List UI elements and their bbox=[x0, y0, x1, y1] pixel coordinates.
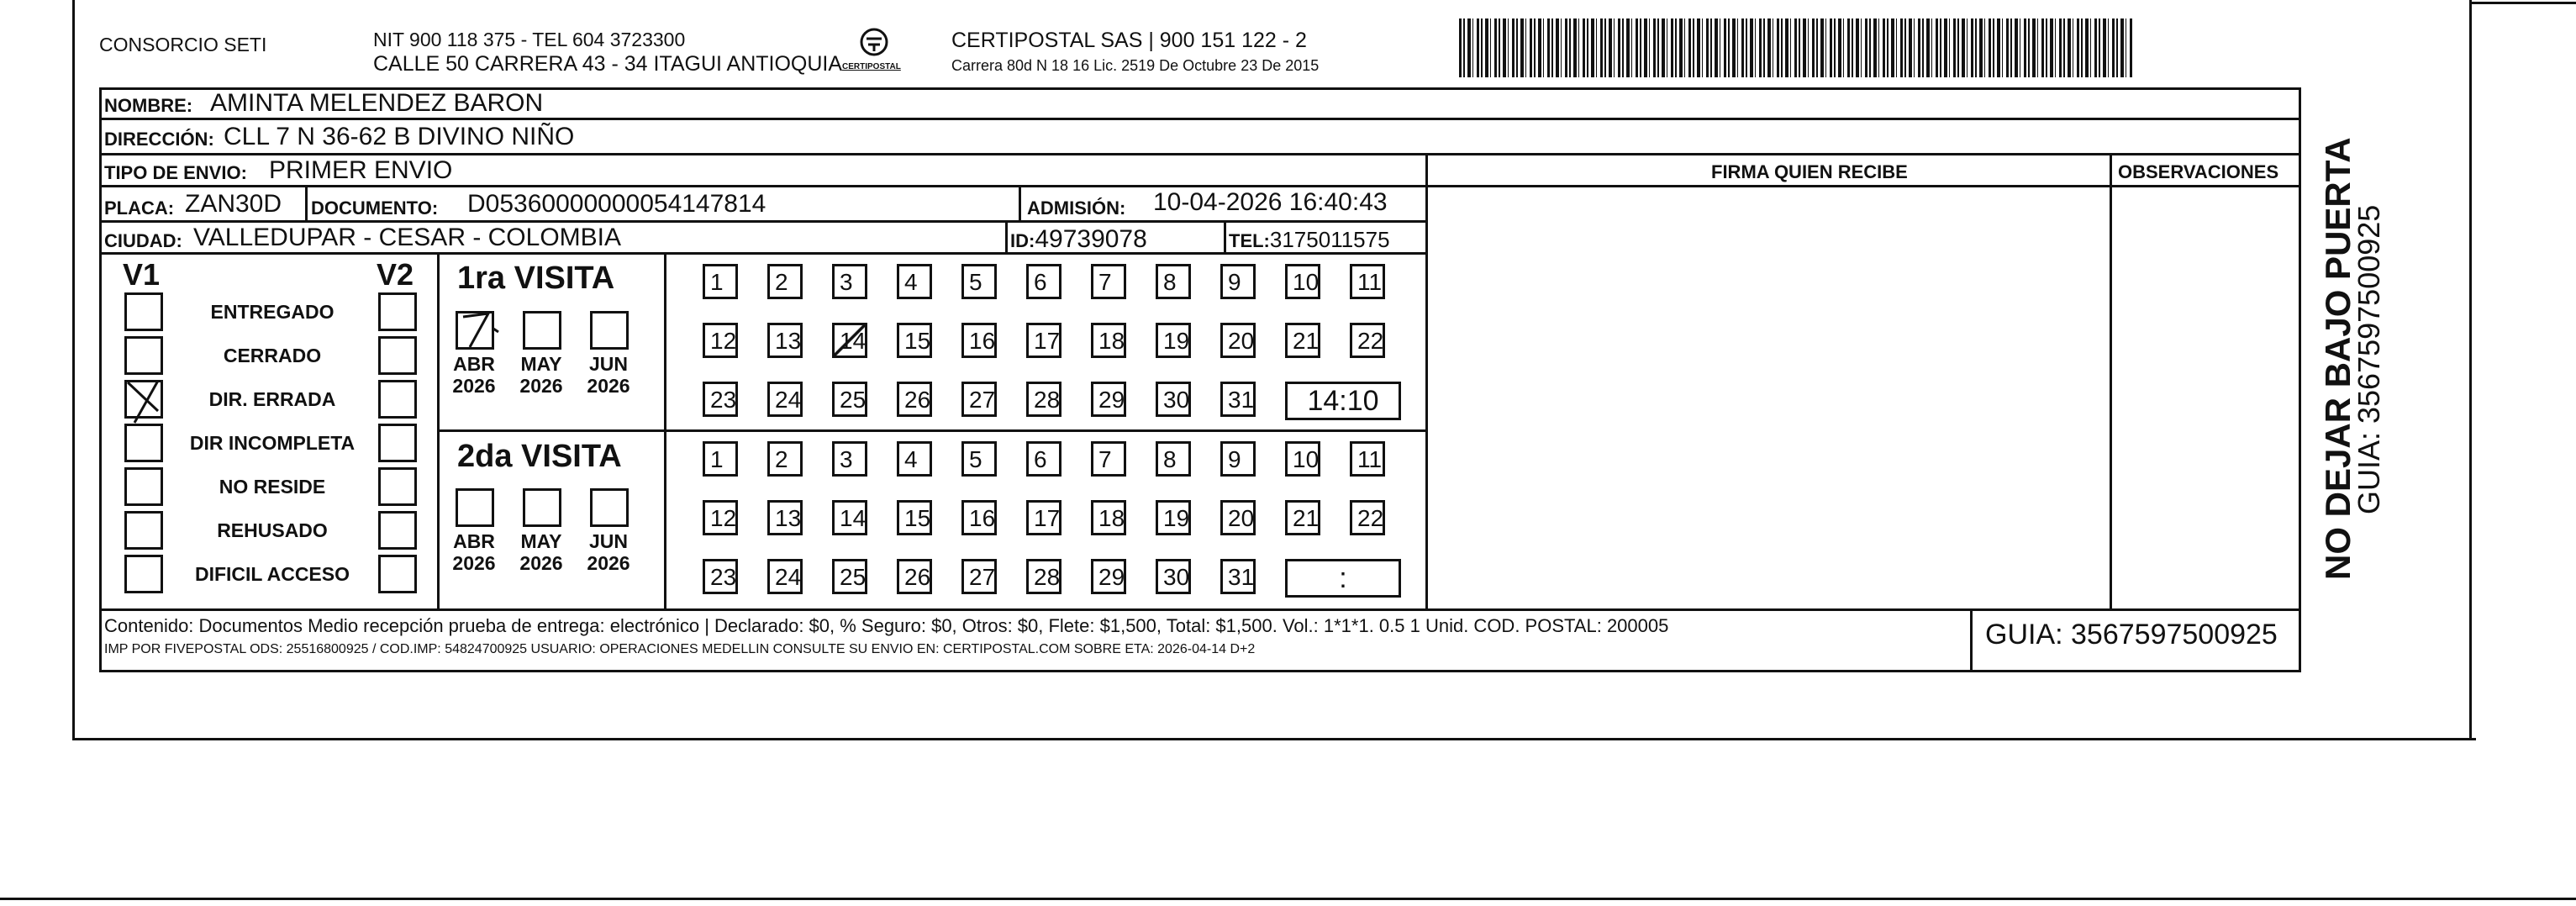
first-visit-day-29[interactable]: 29 bbox=[1091, 382, 1126, 417]
second-visit-day-20[interactable]: 20 bbox=[1220, 500, 1256, 535]
second-visit-time-box[interactable]: : bbox=[1285, 559, 1401, 598]
status-label-dir-errada: DIR. ERRADA bbox=[208, 388, 336, 410]
first-visit-day-24[interactable]: 24 bbox=[767, 382, 803, 417]
first-visit-month-box-may[interactable] bbox=[523, 311, 561, 350]
first-visit-day-30[interactable]: 30 bbox=[1156, 382, 1191, 417]
second-visit-day-7[interactable]: 7 bbox=[1091, 441, 1126, 477]
v1-checkbox-dificil-acceso[interactable] bbox=[124, 555, 163, 593]
guia-footer-divider bbox=[1970, 608, 1973, 672]
first-visit-month-label-abr bbox=[449, 353, 499, 397]
carrier-line: CERTIPOSTAL SAS | 900 151 122 - 2 bbox=[951, 29, 1307, 52]
id-value: 49739078 bbox=[1035, 225, 1147, 253]
first-visit-day-5[interactable]: 5 bbox=[961, 264, 997, 299]
placa-label: PLACA: bbox=[104, 198, 175, 219]
v2-checkbox-cerrado[interactable] bbox=[378, 336, 417, 375]
v1-checkbox-cerrado[interactable] bbox=[124, 336, 163, 375]
month-name: JUN bbox=[588, 353, 628, 375]
v2-checkbox-dificil-acceso[interactable] bbox=[378, 555, 417, 593]
first-visit-day-25[interactable]: 25 bbox=[832, 382, 867, 417]
second-visit-day-14[interactable]: 14 bbox=[832, 500, 867, 535]
first-visit-day-28[interactable]: 28 bbox=[1026, 382, 1061, 417]
first-visit-month-box-jun[interactable] bbox=[590, 311, 629, 350]
second-visit-day-9[interactable]: 9 bbox=[1220, 441, 1256, 477]
second-visit-day-3[interactable]: 3 bbox=[832, 441, 867, 477]
first-visit-day-6[interactable]: 6 bbox=[1026, 264, 1061, 299]
second-visit-day-15[interactable]: 15 bbox=[897, 500, 932, 535]
first-visit-day-7[interactable]: 7 bbox=[1091, 264, 1126, 299]
id-field bbox=[1010, 225, 1147, 254]
v2-checkbox-rehusado[interactable] bbox=[378, 511, 417, 550]
first-visit-day-12[interactable]: 12 bbox=[703, 323, 738, 358]
second-visit-day-18[interactable]: 18 bbox=[1091, 500, 1126, 535]
month-year: 2026 bbox=[587, 375, 630, 397]
imp-line: IMP POR FIVEPOSTAL ODS: 25516800925 / COD.IMP: 54824700925 USUARIO: OPERACIONES MEDELLIN CONSULTE SU ENVIO EN: CERTIPOSTAL.COM SOBRE ETA: 2026-04-14 D+2 bbox=[104, 642, 1256, 656]
v1-checkbox-entregado[interactable] bbox=[124, 292, 163, 331]
second-visit-day-29[interactable]: 29 bbox=[1091, 559, 1126, 594]
second-visit-day-22[interactable]: 22 bbox=[1350, 500, 1385, 535]
first-visit-day-9[interactable]: 9 bbox=[1220, 264, 1256, 299]
tel-divider bbox=[1224, 220, 1226, 252]
first-visit-day-21[interactable]: 21 bbox=[1285, 323, 1320, 358]
v1-checkbox-rehusado[interactable] bbox=[124, 511, 163, 550]
checkmark-icon bbox=[456, 310, 507, 352]
first-visit-day-31[interactable]: 31 bbox=[1220, 382, 1256, 417]
firma-column-line bbox=[1425, 153, 1428, 608]
first-visit-day-16[interactable]: 16 bbox=[961, 323, 997, 358]
second-visit-month-label-may bbox=[516, 530, 566, 574]
second-visit-day-1[interactable]: 1 bbox=[703, 441, 738, 477]
side-guia: GUIA: 3567597500925 bbox=[2352, 204, 2386, 514]
tipo-envio-value: PRIMER ENVIO bbox=[269, 156, 453, 184]
documento-value: D05360000000054147814 bbox=[467, 190, 766, 218]
visits-middle-line bbox=[437, 429, 1427, 432]
first-visit-day-1[interactable]: 1 bbox=[703, 264, 738, 299]
v1-header: V1 bbox=[123, 257, 161, 292]
certipostal-logo bbox=[840, 25, 908, 79]
first-visit-day-8[interactable]: 8 bbox=[1156, 264, 1191, 299]
direccion-value: CLL 7 N 36-62 B DIVINO NIÑO bbox=[224, 123, 575, 150]
month-year: 2026 bbox=[519, 552, 563, 574]
second-visit-day-23[interactable]: 23 bbox=[703, 559, 738, 594]
tipo-envio-label: TIPO DE ENVIO: bbox=[104, 162, 247, 183]
month-name: JUN bbox=[588, 530, 628, 552]
status-label-dir-incompleta: DIR INCOMPLETA bbox=[189, 432, 356, 454]
tel-value: 3175011575 bbox=[1269, 227, 1390, 252]
month-year: 2026 bbox=[587, 552, 630, 574]
documento-label: DOCUMENTO: bbox=[311, 198, 439, 219]
second-visit-day-24[interactable]: 24 bbox=[767, 559, 803, 594]
admision-divider bbox=[1019, 185, 1021, 220]
checkmark-icon bbox=[124, 377, 163, 428]
second-visit-day-16[interactable]: 16 bbox=[961, 500, 997, 535]
v1-checkbox-dir-incompleta[interactable] bbox=[124, 424, 163, 462]
scan-edge-right-top bbox=[2471, 2, 2576, 4]
first-visit-day-20[interactable]: 20 bbox=[1220, 323, 1256, 358]
second-visit-month-box-abr[interactable] bbox=[456, 488, 494, 527]
ciudad-label: CIUDAD: bbox=[104, 230, 182, 251]
id-label: ID: bbox=[1010, 230, 1035, 251]
observaciones-column-line bbox=[2110, 153, 2112, 608]
first-visit-month-label-may bbox=[516, 353, 566, 397]
second-visit-day-30[interactable]: 30 bbox=[1156, 559, 1191, 594]
logo-text: CERTIPOSTAL bbox=[842, 62, 901, 71]
status-label-no-reside: NO RESIDE bbox=[219, 476, 326, 498]
second-visit-day-4[interactable]: 4 bbox=[897, 441, 932, 477]
carrier-license: Carrera 80d N 18 16 Lic. 2519 De Octubre 23 De 2015 bbox=[951, 57, 1320, 74]
admision-value: 10-04-2026 16:40:43 bbox=[1153, 188, 1388, 216]
second-visit-day-31[interactable]: 31 bbox=[1220, 559, 1256, 594]
month-year: 2026 bbox=[452, 375, 496, 397]
nombre-value: AMINTA MELENDEZ BARON bbox=[210, 89, 544, 117]
v2-checkbox-no-reside[interactable] bbox=[378, 467, 417, 506]
barcode bbox=[1459, 18, 2133, 77]
observaciones-header: OBSERVACIONES bbox=[2118, 161, 2279, 182]
row-line-5 bbox=[99, 252, 1427, 255]
first-visit-day-22[interactable]: 22 bbox=[1350, 323, 1385, 358]
second-visit-month-label-abr bbox=[449, 530, 499, 574]
company-name: CONSORCIO SETI bbox=[99, 34, 267, 55]
address-line: CALLE 50 CARRERA 43 - 34 ITAGUI ANTIOQUIA bbox=[373, 52, 843, 76]
placa-value: ZAN30D bbox=[185, 190, 282, 218]
second-visit-day-11[interactable]: 11 bbox=[1350, 441, 1385, 477]
first-visit-day-13[interactable]: 13 bbox=[767, 323, 803, 358]
first-visit-day-3[interactable]: 3 bbox=[832, 264, 867, 299]
first-visit-day-2[interactable]: 2 bbox=[767, 264, 803, 299]
footer-guia: GUIA: 3567597500925 bbox=[1985, 619, 2278, 651]
first-visit-day-17[interactable]: 17 bbox=[1026, 323, 1061, 358]
direccion-label: DIRECCIÓN: bbox=[104, 129, 214, 150]
admision-label: ADMISIÓN: bbox=[1027, 198, 1126, 219]
second-visit-day-17[interactable]: 17 bbox=[1026, 500, 1061, 535]
first-visit-day-14[interactable]: 14 bbox=[832, 323, 867, 358]
first-visit-day-18[interactable]: 18 bbox=[1091, 323, 1126, 358]
second-visit-day-27[interactable]: 27 bbox=[961, 559, 997, 594]
page-border-right bbox=[2469, 0, 2472, 740]
nit-line: NIT 900 118 375 - TEL 604 3723300 bbox=[373, 29, 686, 50]
first-visit-day-10[interactable]: 10 bbox=[1285, 264, 1320, 299]
status-label-entregado: ENTREGADO bbox=[210, 301, 335, 323]
first-visit-day-26[interactable]: 26 bbox=[897, 382, 932, 417]
first-visit-day-4[interactable]: 4 bbox=[897, 264, 932, 299]
first-visit-day-19[interactable]: 19 bbox=[1156, 323, 1191, 358]
page-border-bottom bbox=[72, 738, 2476, 740]
status-label-dificil-acceso: DIFICIL ACCESO bbox=[194, 563, 350, 585]
v2-checkbox-dir-incompleta[interactable] bbox=[378, 424, 417, 462]
status-label-rehusado: REHUSADO bbox=[217, 519, 328, 541]
month-name: MAY bbox=[520, 530, 562, 552]
row-line-2 bbox=[99, 153, 2301, 155]
month-year: 2026 bbox=[519, 375, 563, 397]
second-visit-day-6[interactable]: 6 bbox=[1026, 441, 1061, 477]
second-visit-day-26[interactable]: 26 bbox=[897, 559, 932, 594]
row-line-4 bbox=[99, 220, 1427, 223]
second-visit-day-28[interactable]: 28 bbox=[1026, 559, 1061, 594]
second-visit-day-10[interactable]: 10 bbox=[1285, 441, 1320, 477]
v2-checkbox-dir-errada[interactable] bbox=[378, 380, 417, 419]
tel-field bbox=[1229, 227, 1390, 253]
second-visit-day-19[interactable]: 19 bbox=[1156, 500, 1191, 535]
id-divider bbox=[1005, 220, 1008, 252]
second-visit-day-2[interactable]: 2 bbox=[767, 441, 803, 477]
second-visit-month-label-jun bbox=[583, 530, 634, 574]
first-visit-time-box[interactable]: 14:10 bbox=[1285, 382, 1401, 420]
placa-divider bbox=[305, 185, 308, 220]
nombre-label: NOMBRE: bbox=[104, 95, 193, 116]
page-border-left bbox=[72, 0, 75, 740]
second-visit-day-21[interactable]: 21 bbox=[1285, 500, 1320, 535]
second-visit-title: 2da VISITA bbox=[457, 439, 622, 474]
first-visit-day-27[interactable]: 27 bbox=[961, 382, 997, 417]
second-visit-month-box-may[interactable] bbox=[523, 488, 561, 527]
second-visit-day-13[interactable]: 13 bbox=[767, 500, 803, 535]
first-visit-day-23[interactable]: 23 bbox=[703, 382, 738, 417]
no-dejar-notice: NO DEJAR BAJO PUERTA bbox=[2318, 137, 2357, 580]
second-visit-month-box-jun[interactable] bbox=[590, 488, 629, 527]
row-line-1 bbox=[99, 118, 2301, 120]
first-visit-day-15[interactable]: 15 bbox=[897, 323, 932, 358]
month-name: MAY bbox=[520, 353, 562, 375]
second-visit-day-8[interactable]: 8 bbox=[1156, 441, 1191, 477]
v1-checkbox-dir-errada[interactable] bbox=[124, 380, 163, 419]
scan-edge-bottom bbox=[0, 898, 2576, 900]
month-year: 2026 bbox=[452, 552, 496, 574]
firma-header: FIRMA QUIEN RECIBE bbox=[1711, 161, 1908, 182]
first-visit-title: 1ra VISITA bbox=[457, 261, 615, 296]
v2-header: V2 bbox=[377, 257, 414, 292]
first-visit-month-label-jun bbox=[583, 353, 634, 397]
row-line-firma bbox=[1425, 185, 2301, 187]
second-visit-day-12[interactable]: 12 bbox=[703, 500, 738, 535]
second-visit-day-25[interactable]: 25 bbox=[832, 559, 867, 594]
second-visit-day-5[interactable]: 5 bbox=[961, 441, 997, 477]
ciudad-value: VALLEDUPAR - CESAR - COLOMBIA bbox=[193, 224, 622, 251]
month-name: ABR bbox=[453, 530, 495, 552]
tel-label: TEL: bbox=[1229, 230, 1270, 251]
v2-checkbox-entregado[interactable] bbox=[378, 292, 417, 331]
first-visit-day-11[interactable]: 11 bbox=[1350, 264, 1385, 299]
first-visit-month-box-abr[interactable] bbox=[456, 311, 494, 350]
content-line: Contenido: Documentos Medio recepción prueba de entrega: electrónico | Declarado: $0, % Seguro: $0, Otros: $0, Flete: $1,500, Total: $1,500. Vol.: 1*1*1. 0.5 1 Unid. COD. POSTAL: 200005 bbox=[104, 615, 1669, 636]
month-name: ABR bbox=[453, 353, 495, 375]
status-label-cerrado: CERRADO bbox=[223, 345, 322, 366]
v1-checkbox-no-reside[interactable] bbox=[124, 467, 163, 506]
